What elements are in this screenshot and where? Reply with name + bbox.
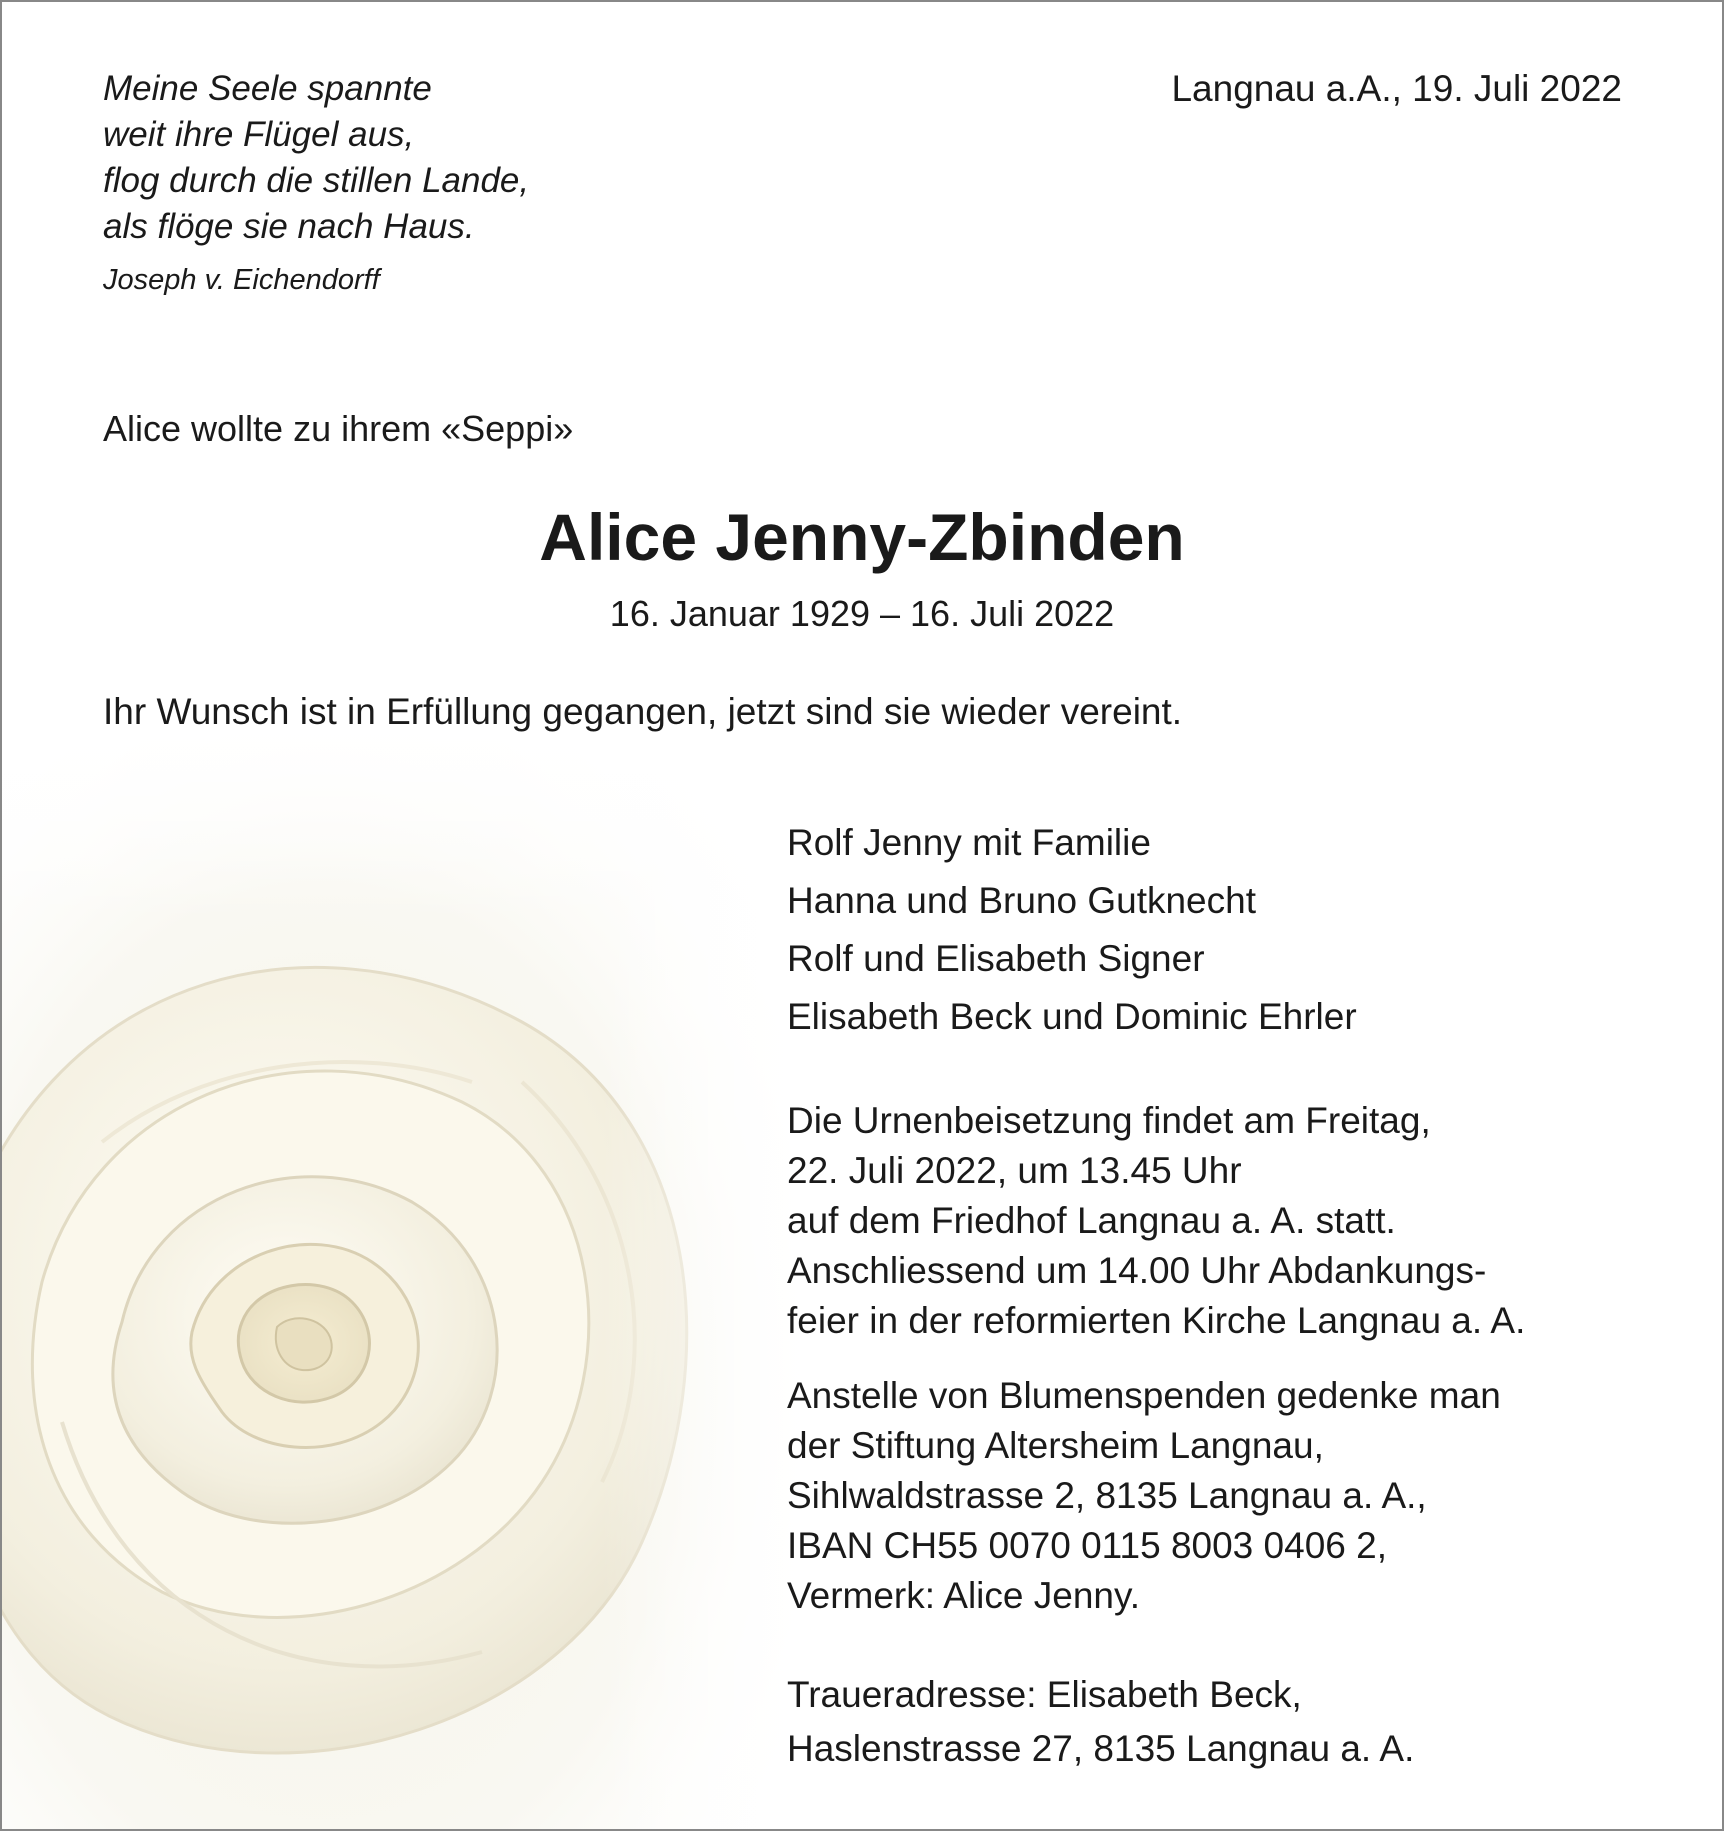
address-line: Traueradresse: Elisabeth Beck,: [787, 1674, 1302, 1715]
mourner-name: Elisabeth Beck und Dominic Ehrler: [787, 996, 1357, 1037]
address-line: Haslenstrasse 27, 8135 Langnau a. A.: [787, 1728, 1415, 1769]
poem-author: Joseph v. Eichendorff: [103, 264, 380, 296]
burial-line: Anschliessend um 14.00 Uhr Abdankungs-: [787, 1250, 1487, 1291]
mourning-address: [787, 1668, 1414, 1776]
poem-line: Meine Seele spannte: [103, 69, 432, 108]
mourner-name: Rolf und Elisabeth Signer: [787, 938, 1205, 979]
burial-line: feier in der reformierten Kirche Langnau a. A.: [787, 1300, 1526, 1341]
white-rose-image: [2, 722, 802, 1829]
poem: [103, 66, 529, 250]
donation-line: IBAN CH55 0070 0115 8003 0406 2,: [787, 1525, 1387, 1566]
burial-line: Die Urnenbeisetzung findet am Freitag,: [787, 1100, 1431, 1141]
life-dates: 16. Januar 1929 – 16. Juli 2022: [609, 593, 1115, 634]
poem-line: flog durch die stillen Lande,: [103, 161, 530, 200]
burial-info: [787, 1096, 1525, 1346]
place-date: Langnau a.A., 19. Juli 2022: [1171, 68, 1622, 109]
mourners-list: [787, 814, 1357, 1046]
poem-line: weit ihre Flügel aus,: [103, 115, 415, 154]
deceased-name: Alice Jenny-Zbinden: [539, 500, 1185, 574]
donation-line: Vermerk: Alice Jenny.: [787, 1575, 1141, 1616]
burial-line: auf dem Friedhof Langnau a. A. statt.: [787, 1200, 1396, 1241]
donation-line: der Stiftung Altersheim Langnau,: [787, 1425, 1324, 1466]
intro-text: Alice wollte zu ihrem «Seppi»: [103, 408, 574, 449]
burial-line: 22. Juli 2022, um 13.45 Uhr: [787, 1150, 1242, 1191]
donation-line: Sihlwaldstrasse 2, 8135 Langnau a. A.,: [787, 1475, 1427, 1516]
mourner-name: Hanna und Bruno Gutknecht: [787, 880, 1256, 921]
donation-info: [787, 1371, 1501, 1621]
wish-text: Ihr Wunsch ist in Erfüllung gegangen, jetzt sind sie wieder vereint.: [103, 691, 1183, 732]
donation-line: Anstelle von Blumenspenden gedenke man: [787, 1375, 1501, 1416]
poem-line: als flöge sie nach Haus.: [103, 207, 475, 246]
mourner-name: Rolf Jenny mit Familie: [787, 822, 1151, 863]
